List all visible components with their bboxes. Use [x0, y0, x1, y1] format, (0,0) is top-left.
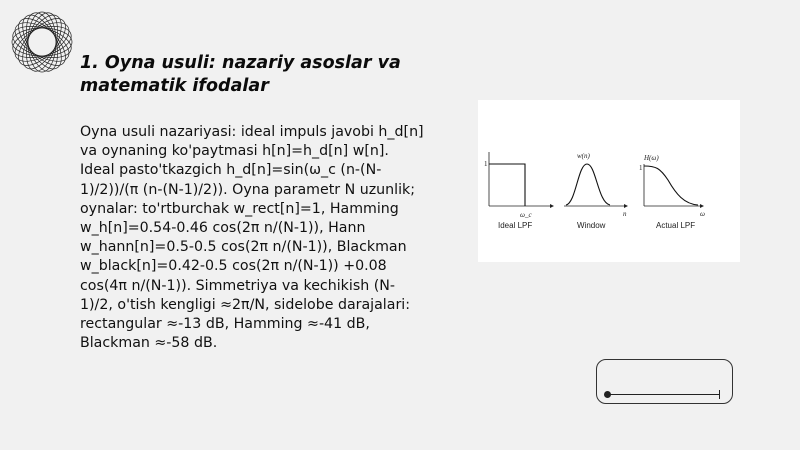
ideal-lpf-x-arrow — [550, 204, 554, 208]
logo-petal — [9, 21, 74, 64]
actual-lpf-plot — [639, 154, 705, 230]
ideal-lpf-plot — [484, 152, 554, 230]
slide-progress-control[interactable] — [596, 359, 733, 404]
logo-petal — [12, 28, 72, 56]
window-caption: Window — [577, 221, 606, 230]
actual-lpf-caption: Actual LPF — [656, 221, 696, 230]
ideal-lpf-response — [489, 164, 525, 206]
logo-petal — [9, 21, 74, 64]
actual-lpf-x-arrow — [700, 204, 704, 208]
filter-figure-svg — [478, 100, 740, 262]
logo-petal — [21, 9, 64, 74]
ideal-lpf-x-label: ω_c — [520, 211, 532, 219]
window-x-label: n — [623, 210, 627, 218]
logo-petal — [21, 9, 64, 74]
logo-petal — [28, 12, 56, 72]
slide-progress-end-tick — [719, 390, 720, 399]
window-plot — [564, 152, 628, 230]
slide-progress-track[interactable] — [607, 394, 720, 395]
window-x-arrow — [624, 204, 628, 208]
slide-progress-knob[interactable] — [604, 391, 611, 398]
slide-title: 1. Oyna usuli: nazariy asoslar va matematik ifodalar — [80, 53, 401, 96]
ideal-lpf-caption: Ideal LPF — [498, 221, 533, 230]
slide-body-text: Oyna usuli nazariyasi: ideal impuls javobi h_d[n] va oynaning ko'paytmasi h[n]=h_d[n] w[n]. Ideal pasto'tkazgich h_d[n]=sin(ω_c (n-(N-1)/2))/(π (n-(N-1)/2)). Oyna parametr N uzunlik; oynalar: to'rtburchak w_rect[n]=1, Hamming w_h[n]=0.54-0.46 cos(2π n/(N-1)), Hann w_hann[n]=0.5-0.5 cos(2π n/(N-1)), Blackman w_black[n]=0.42-0.5 cos(2π n/(N-1)) +0.08 cos(4π n/(N-1)). Simmetriya va kechikish (N-1)/2, o'tish kengligi ≈2π/N, sidelobe darajalari: rectangular ≈-13 dB, Hamming ≈-41 dB, Blackman ≈-58 dB. — [80, 124, 424, 352]
actual-lpf-x-label: ω — [700, 210, 705, 218]
actual-lpf-y-label: H(ω) — [644, 154, 659, 162]
spirograph-logo-icon — [6, 6, 78, 78]
ideal-lpf-y-tick: 1 — [484, 160, 488, 168]
window-curve — [566, 164, 610, 205]
window-y-label: w(n) — [577, 152, 590, 160]
actual-lpf-curve — [644, 166, 698, 205]
actual-lpf-y-tick: 1 — [639, 164, 643, 172]
filter-figure — [478, 100, 740, 262]
